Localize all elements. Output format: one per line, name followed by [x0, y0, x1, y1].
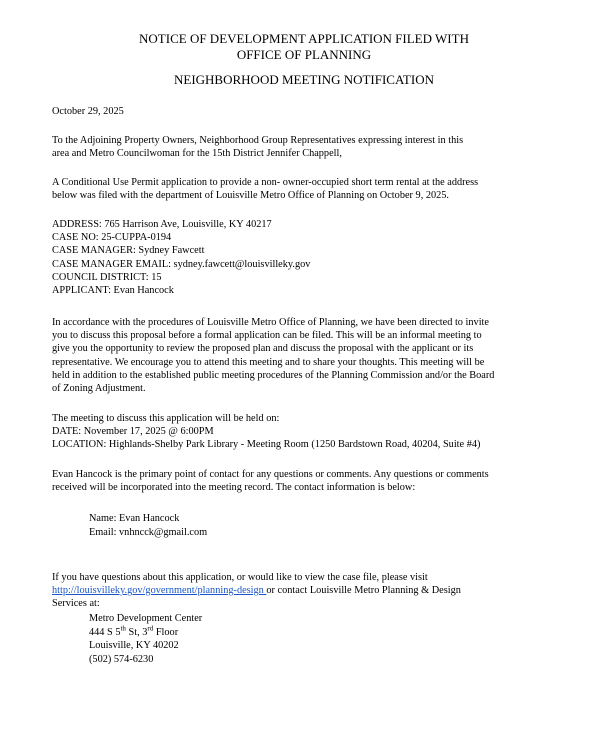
salutation-line: To the Adjoining Property Owners, Neighborhood Group Representatives expressing interest in this [52, 135, 464, 146]
notice-title [0, 31, 608, 63]
office-city: Louisville, KY 40202 [89, 640, 179, 651]
planning-design-link[interactable]: http://louisvilleky.gov/government/planning-design [52, 585, 267, 597]
street-number: 444 S 5 [89, 626, 121, 638]
intro-line: A Conditional Use Permit application to provide a non- owner-occupied short term rental at the address [52, 177, 479, 188]
contact-note-line: Evan Hancock is the primary point of contact for any questions or comments. Any questions or comments [52, 469, 489, 480]
intro-paragraph [52, 176, 557, 202]
contact-name: Name: Evan Hancock [89, 513, 180, 524]
notice-subtitle: NEIGHBORHOOD MEETING NOTIFICATION [174, 72, 434, 87]
contact-note-line: received will be incorporated into the meeting record. The contact information is below: [52, 482, 416, 494]
meeting-intro: The meeting to discuss this application will be held on: [52, 413, 280, 424]
floor-suffix: rd [147, 624, 154, 633]
footer-line-2-text: or contact Louisville Metro Planning & Design [266, 585, 461, 597]
meeting-location: LOCATION: Highlands-Shelby Park Library - Meeting Room (1250 Bardstown Road, 40204, Suite #4) [52, 439, 481, 451]
salutation-line: area and Metro Councilwoman for the 15th District Jennifer Chappell, [52, 148, 342, 160]
procedure-line: give you the opportunity to review the proposed plan and discuss the proposal with the applicant or its [52, 343, 474, 355]
contact-info [89, 512, 207, 539]
footer-line-3: Services at: [52, 598, 100, 610]
office-phone: (502) 574-6230 [89, 653, 154, 665]
salutation [52, 134, 557, 160]
footer-paragraph [52, 571, 557, 611]
case-manager: CASE MANAGER: Sydney Fawcett [52, 245, 205, 257]
case-address: ADDRESS: 765 Harrison Ave, Louisville, KY 40217 [52, 219, 272, 230]
office-street [89, 626, 202, 640]
procedure-line: you to discuss this proposal before a formal application can be filed. This will be an informal meeting to [52, 330, 482, 342]
procedure-line: representative. We encourage you to attend this meeting and to share your thoughts. This meeting will be [52, 356, 485, 368]
contact-email: Email: vnhncck@gmail.com [89, 526, 208, 538]
meeting-date: DATE: November 17, 2025 @ 6:00PM [52, 426, 214, 438]
footer-line-2 [52, 584, 557, 597]
footer-line-1: If you have questions about this application, or would like to view the case file, please visit [52, 572, 428, 583]
street-suffix: th [120, 624, 126, 633]
office-name: Metro Development Center [89, 613, 203, 624]
procedure-paragraph [52, 316, 557, 395]
case-number: CASE NO: 25-CUPPA-0194 [52, 232, 172, 244]
street-floor: St, 3 [125, 626, 148, 638]
case-details [52, 218, 557, 297]
title-line-1: NOTICE OF DEVELOPMENT APPLICATION FILED WITH [139, 31, 469, 46]
intro-line: below was filed with the department of Louisville Metro Office of Planning on October 9, 2025. [52, 190, 450, 202]
procedure-line: of Zoning Adjustment. [52, 383, 146, 395]
procedure-line: held in addition to the established public meeting procedures of the Planning Commission and/or the Board [52, 369, 495, 381]
floor-label: Floor [153, 626, 179, 638]
contact-note [52, 468, 557, 494]
notice-date: October 29, 2025 [52, 106, 124, 117]
applicant: APPLICANT: Evan Hancock [52, 285, 174, 297]
office-address [89, 612, 202, 666]
case-manager-email: CASE MANAGER EMAIL: sydney.fawcett@louisvilleky.gov [52, 258, 311, 270]
meeting-details [52, 412, 557, 452]
council-district: COUNCIL DISTRICT: 15 [52, 271, 162, 283]
procedure-line: In accordance with the procedures of Louisville Metro Office of Planning, we have been directed to invite [52, 317, 489, 328]
title-line-2: OFFICE OF PLANNING [236, 47, 372, 62]
